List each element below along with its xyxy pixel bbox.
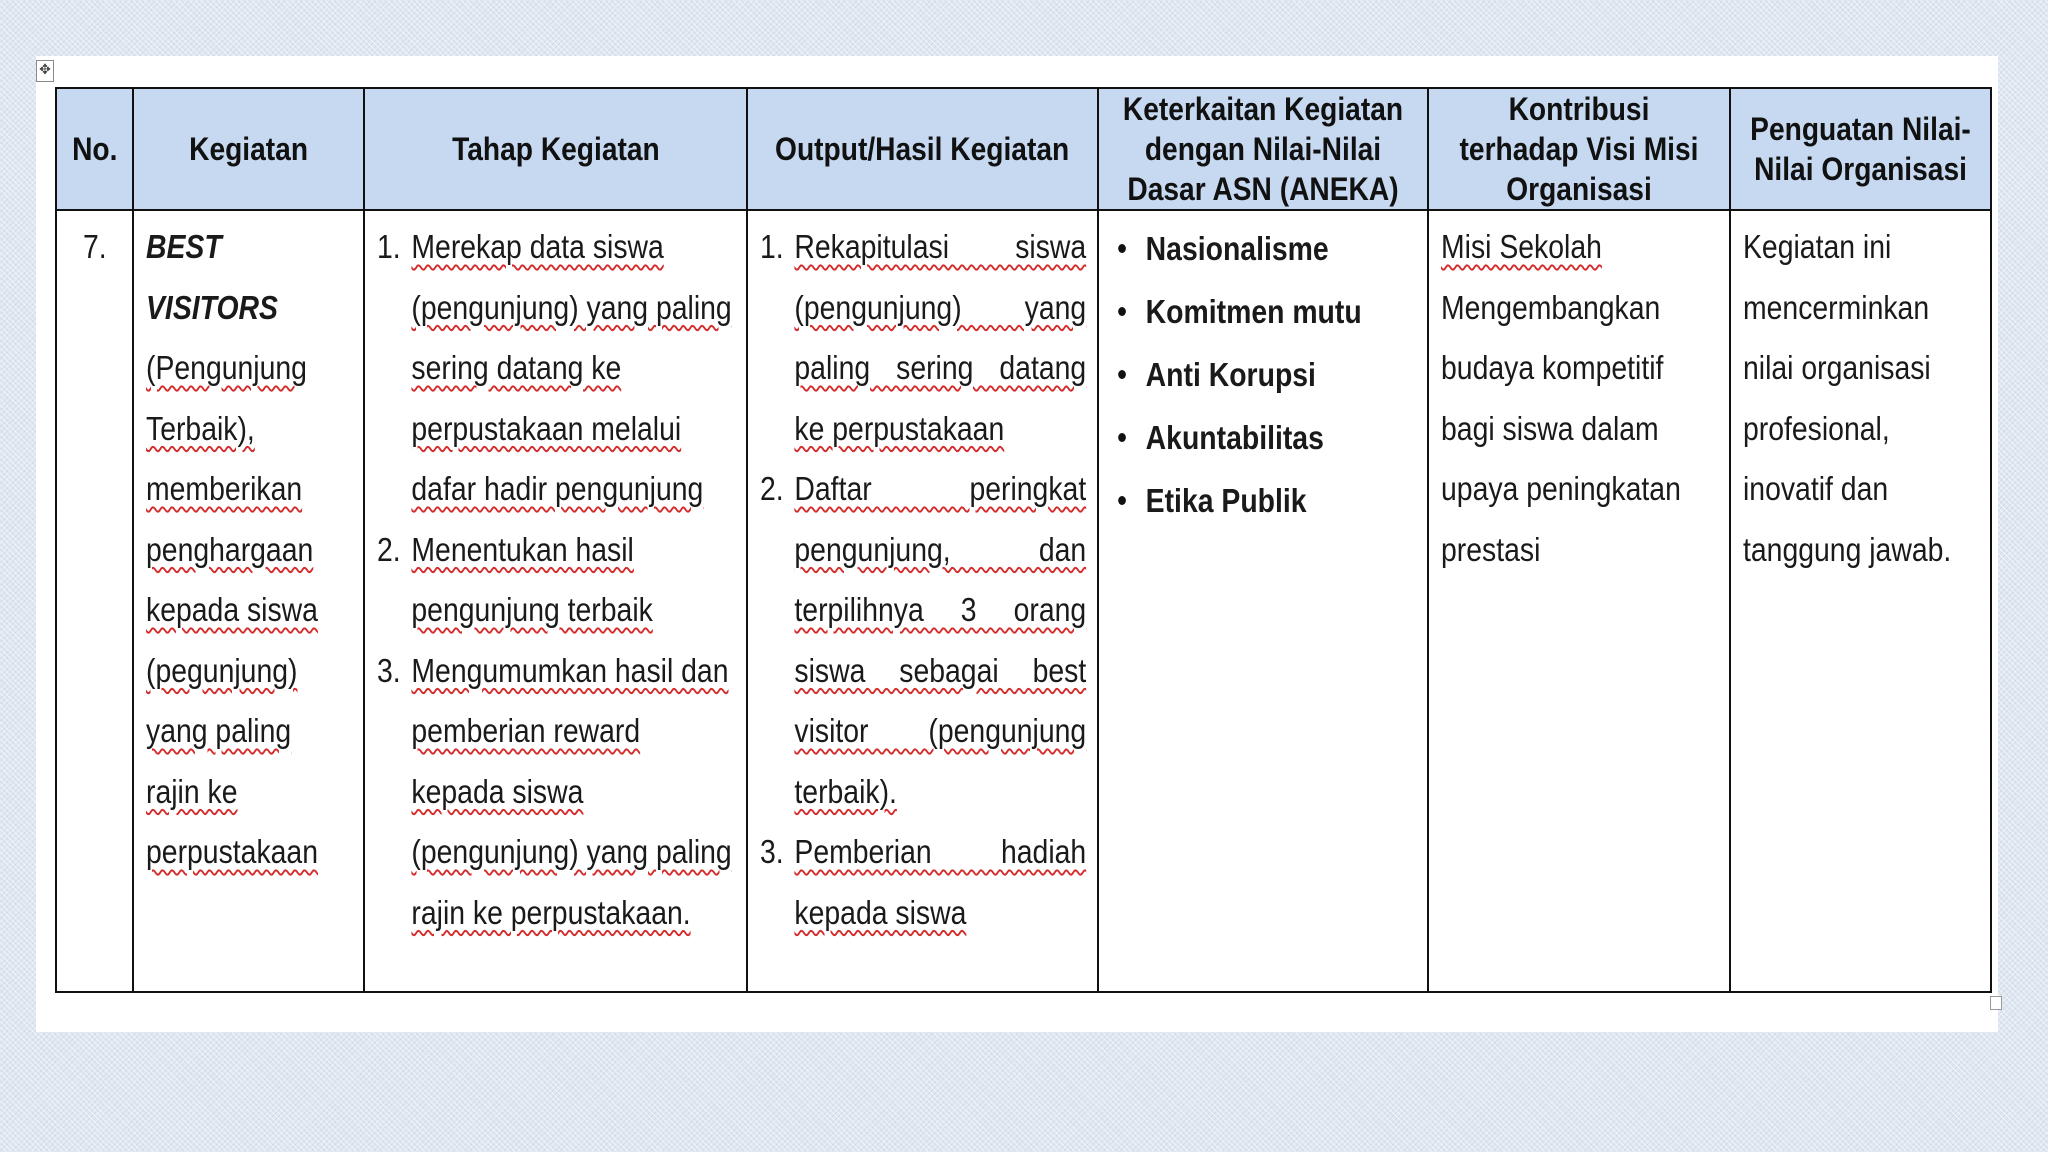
- cell-kegiatan: [133, 210, 364, 992]
- table-header-row: [56, 88, 1991, 210]
- kegiatan-description: (Pengunjung Terbaik), memberikan penghargaan kepada siswa (pegunjung) yang paling rajin ke perpustakaan: [146, 349, 318, 870]
- cell-tahap-kegiatan: [364, 210, 747, 992]
- header-kontribusi: Kontribusi terhadap Visi Misi Organisasi: [1428, 88, 1730, 210]
- list-item: Komitmen mutu: [1113, 280, 1416, 343]
- output-list: [760, 217, 1086, 943]
- header-output: Output/Hasil Kegiatan: [747, 88, 1098, 210]
- table-resize-handle-icon[interactable]: [1990, 996, 2002, 1010]
- tahap-list: [377, 217, 735, 943]
- header-penguatan: Penguatan Nilai-Nilai Organisasi: [1730, 88, 1991, 210]
- penguatan-text: Kegiatan ini mencerminkan nilai organisasi profesional, inovatif dan tanggung jawab.: [1743, 228, 1952, 568]
- list-item: 2. Menentukan hasil pengunjung terbaik: [377, 530, 653, 628]
- activity-table: [55, 87, 1992, 993]
- aneka-list: [1113, 217, 1416, 532]
- header-no: No.: [56, 88, 133, 210]
- cell-output: [747, 210, 1098, 992]
- header-tahap-kegiatan: Tahap Kegiatan: [364, 88, 747, 210]
- cell-kontribusi: [1428, 210, 1730, 992]
- cell-no: 7.: [56, 210, 133, 992]
- list-item: 1. Rekapitulasi siswa (pengunjung) yang paling sering datang ke perpustakaan: [760, 228, 1087, 447]
- bullet-icon: [1118, 433, 1126, 442]
- list-item: 2. Daftar peringkat pengunjung, dan terpilihnya 3 orang siswa sebagai best visitor (pengunjung terbaik).: [760, 470, 1087, 810]
- list-item: Etika Publik: [1113, 469, 1416, 532]
- kegiatan-title: BEST VISITORS: [146, 228, 278, 326]
- list-item: Akuntabilitas: [1113, 406, 1416, 469]
- list-item: 3. Pemberian hadiah kepada siswa: [760, 833, 1087, 931]
- list-item: 3. Mengumumkan hasil dan pemberian reward kepada siswa (pengunjung) yang paling rajin ke perpustakaan.: [377, 651, 732, 931]
- kontribusi-text: Mengembangkan budaya kompetitif bagi siswa dalam upaya peningkatan prestasi: [1441, 288, 1681, 568]
- table-row: [56, 210, 1991, 992]
- cell-penguatan: [1730, 210, 1991, 992]
- bullet-icon: [1118, 307, 1126, 316]
- header-kegiatan: Kegiatan: [133, 88, 364, 210]
- bullet-icon: [1118, 244, 1126, 253]
- bullet-icon: [1118, 496, 1126, 505]
- cell-aneka: [1098, 210, 1428, 992]
- bullet-icon: [1118, 370, 1126, 379]
- header-keterkaitan: Keterkaitan Kegiatan dengan Nilai-Nilai Dasar ASN (ANEKA): [1098, 88, 1428, 210]
- list-item: Anti Korupsi: [1113, 343, 1416, 406]
- table-move-handle-icon[interactable]: ✥: [36, 60, 54, 82]
- list-item: Nasionalisme: [1113, 217, 1416, 280]
- kontribusi-title: Misi Sekolah: [1441, 228, 1602, 265]
- list-item: 1. Merekap data siswa (pengunjung) yang paling sering datang ke perpustakaan melalui dafar hadir pengunjung: [377, 228, 732, 507]
